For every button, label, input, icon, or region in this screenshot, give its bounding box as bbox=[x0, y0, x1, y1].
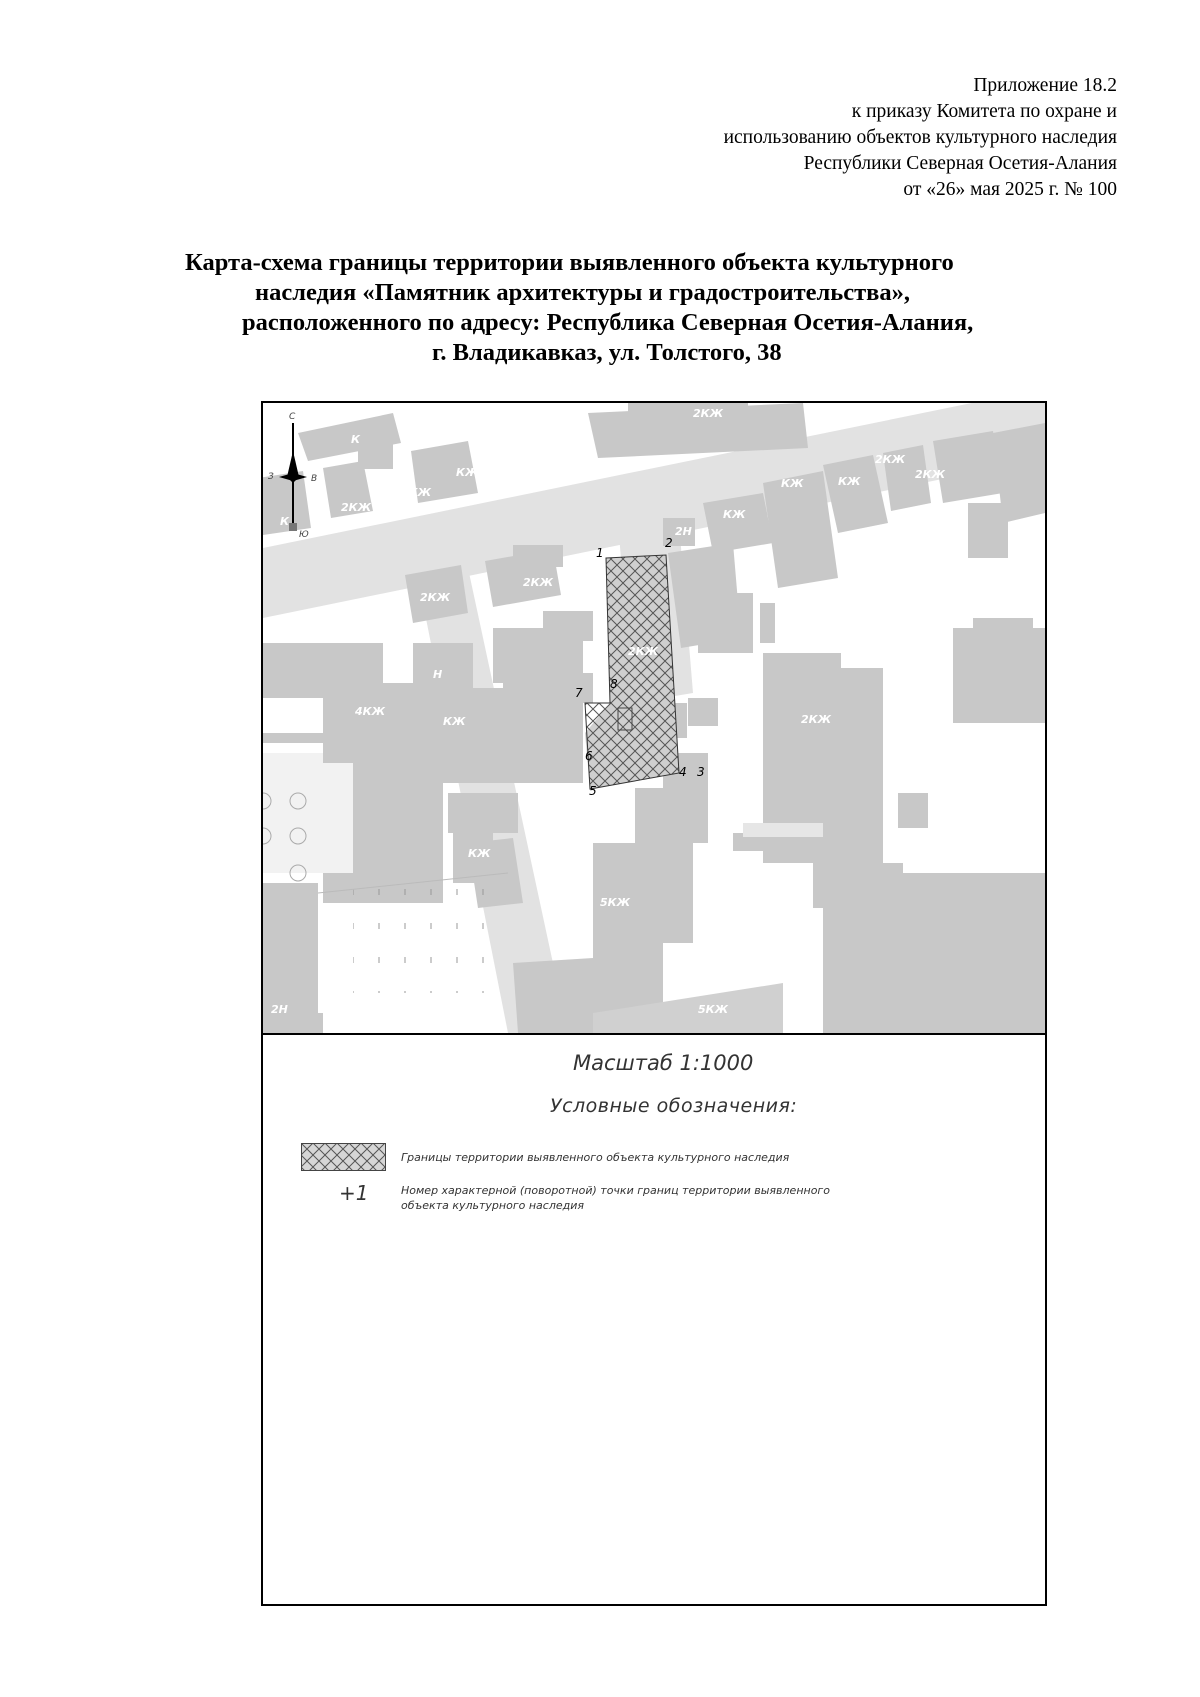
building-label: К bbox=[351, 433, 360, 446]
scale-label: Масштаб 1:1000 bbox=[573, 1051, 754, 1075]
compass-north: С bbox=[289, 412, 296, 422]
map-area bbox=[263, 403, 1045, 1035]
building-label: КЖ bbox=[456, 466, 479, 479]
legend-title: Условные обозначения: bbox=[550, 1095, 798, 1117]
appendix-line-1: Приложение 18.2 bbox=[973, 75, 1117, 96]
building-label: 2Н bbox=[675, 525, 692, 538]
legend-boundary-text: Границы территории выявленного объекта культурного наследия bbox=[401, 1151, 790, 1164]
document-title bbox=[150, 248, 1050, 368]
point-label-4: 4 bbox=[679, 765, 687, 779]
building-label: 2КЖ bbox=[420, 591, 451, 604]
building-label: КЖ bbox=[468, 847, 491, 860]
map-svg bbox=[263, 403, 1045, 1033]
appendix-line-2: к приказу Комитета по охране и bbox=[851, 101, 1117, 122]
compass-south: Ю bbox=[299, 530, 309, 540]
compass-east: В bbox=[311, 474, 318, 484]
building-label: Н bbox=[433, 668, 443, 681]
point-label-7: 7 bbox=[575, 686, 583, 700]
point-label-6: 6 bbox=[585, 749, 593, 763]
building-label: КЖ bbox=[838, 475, 861, 488]
appendix-block bbox=[724, 73, 1117, 203]
appendix-line-5: от «26» мая 2025 г. № 100 bbox=[903, 179, 1117, 200]
point-label-5: 5 bbox=[589, 784, 597, 798]
compass-west: З bbox=[268, 472, 274, 482]
building-label: 2КЖ bbox=[523, 576, 554, 589]
legend-point-text: Номер характерной (поворотной) точки границ территории выявленного объекта культурного наследия bbox=[401, 1184, 830, 1212]
building-label: 2КЖ bbox=[341, 501, 372, 514]
building-label: КЖ bbox=[723, 508, 746, 521]
building-label: 5КЖ bbox=[698, 1003, 729, 1016]
appendix-line-4: Республики Северная Осетия-Алания bbox=[803, 153, 1117, 174]
legend-point-marker: +1 bbox=[339, 1181, 369, 1205]
point-label-1: 1 bbox=[596, 546, 604, 560]
building-label: 2КЖ bbox=[693, 407, 724, 420]
building-label: 2КЖ bbox=[875, 453, 906, 466]
building-label: КЖ bbox=[781, 477, 804, 490]
building-label: 2КЖ bbox=[401, 486, 432, 499]
point-label-8: 8 bbox=[610, 677, 618, 691]
point-label-3: 3 bbox=[697, 765, 705, 779]
building-label: 2Н bbox=[271, 1003, 288, 1016]
building-label: К bbox=[280, 515, 289, 528]
building-label: 5КЖ bbox=[600, 896, 631, 909]
title-line-4: г. Владикавказ, ул. Толстого, 38 bbox=[432, 339, 782, 366]
point-label-2: 2 bbox=[665, 536, 673, 550]
title-line-2: наследия «Памятник архитектуры и градостроительства», bbox=[255, 279, 911, 306]
building-label: 2КЖ bbox=[801, 713, 832, 726]
title-line-3: расположенного по адресу: Республика Северная Осетия-Алания, bbox=[242, 309, 974, 336]
building-label: КЖ bbox=[443, 715, 466, 728]
legend-hatch-swatch bbox=[301, 1143, 386, 1171]
title-line-1: Карта-схема границы территории выявленного объекта культурного bbox=[185, 249, 954, 276]
appendix-line-3: использованию объектов культурного наследия bbox=[723, 127, 1117, 148]
map-frame bbox=[261, 401, 1047, 1606]
building-label: 2КЖ bbox=[915, 468, 946, 481]
building-label: 2КЖ bbox=[628, 645, 659, 658]
building-label: 4КЖ bbox=[355, 705, 386, 718]
